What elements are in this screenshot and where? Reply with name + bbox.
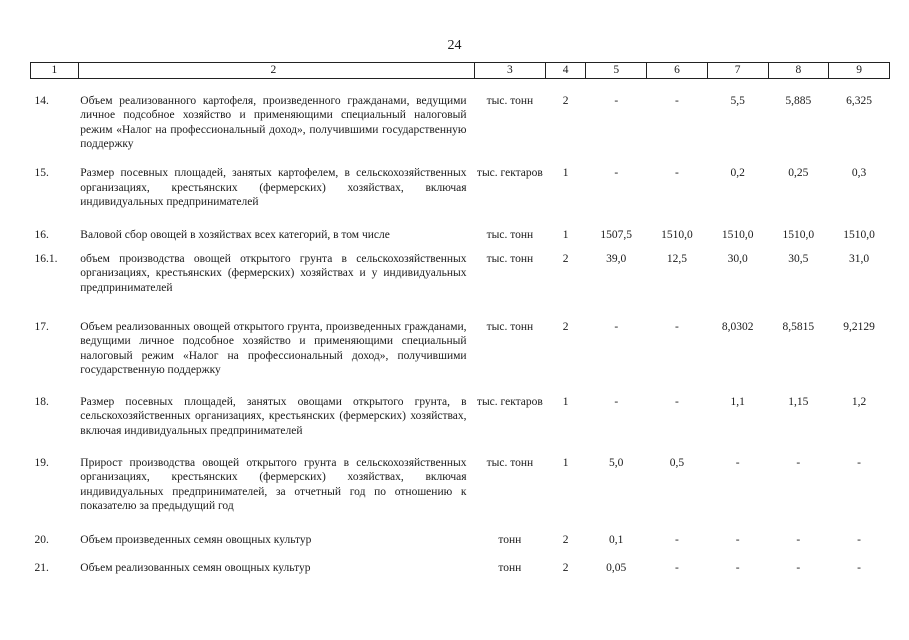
table-header: [31, 63, 890, 79]
row-value-9: 1,2: [851, 395, 867, 408]
row-value-7: 0,2: [730, 167, 745, 179]
row-value-5: 5,0: [609, 456, 624, 469]
row-value-5: -: [614, 395, 619, 408]
table-row: [31, 243, 890, 305]
row-description: Размер посевных площадей, занятых овощами открытого грунта, в сельскохозяйственных организациях, крестьянских (фермерских) хозяйствах, включая индивидуальных предпринимателей: [80, 395, 467, 437]
row-value-8: 0,25: [788, 167, 809, 179]
row-unit: тыс. гектаров: [476, 167, 543, 179]
row-value-7: 1,1: [730, 395, 745, 408]
row-unit: тонн: [498, 533, 522, 546]
row-value-5: -: [614, 320, 619, 333]
row-value-6: -: [675, 562, 679, 574]
row-number: 18.: [34, 395, 49, 408]
header-col-4: 4: [545, 63, 586, 79]
header-col-1: 1: [31, 63, 79, 79]
row-number: 17.: [34, 320, 49, 333]
row-value-6: -: [675, 395, 679, 408]
row-col-4: 2: [562, 252, 569, 265]
row-value-6: 0,5: [669, 456, 685, 469]
row-value-5: 0,1: [609, 533, 624, 546]
row-value-9: 0,3: [851, 167, 867, 179]
table-row: [31, 152, 890, 214]
row-unit: тыс. тонн: [486, 229, 534, 241]
row-value-9: 6,325: [846, 94, 873, 107]
row-number: 14.: [34, 94, 49, 107]
table-row: [31, 305, 890, 379]
row-number: 15.: [34, 167, 49, 179]
table-row: [31, 547, 890, 576]
row-value-8: 1,15: [788, 395, 809, 408]
row-unit: тыс. тонн: [486, 252, 534, 265]
header-col-6: 6: [647, 63, 708, 79]
table-row: [31, 78, 890, 152]
row-value-6: -: [675, 94, 679, 107]
row-value-5: -: [614, 167, 619, 179]
row-value-9: 31,0: [849, 252, 870, 265]
row-description: Размер посевных площадей, занятых картофелем, в сельскохозяйственных организациях, крестьянских (фермерских) хозяйствах, включая индивидуальных предпринимателей: [80, 167, 467, 208]
row-col-4: 1: [562, 456, 569, 469]
row-value-9: -: [857, 533, 862, 546]
row-col-4: 1: [562, 395, 569, 408]
header-col-9: 9: [829, 63, 890, 79]
row-value-9: 1510,0: [843, 229, 875, 241]
row-description: Объем реализованных семян овощных культур: [80, 562, 311, 574]
row-description: объем производства овощей открытого грунта в сельскохозяйственных организациях, крестьянских (фермерских) хозяйствах и у индивидуальных предпринимателей: [80, 252, 467, 294]
row-number: 20.: [34, 533, 49, 546]
table-row: [31, 515, 890, 548]
row-unit: тонн: [498, 562, 522, 574]
row-value-9: -: [857, 456, 862, 469]
row-value-8: -: [796, 562, 801, 574]
table-body: [31, 78, 890, 576]
row-unit: тыс. тонн: [486, 456, 534, 469]
row-description: Объем реализованных овощей открытого грунта, произведенных гражданами, ведущими личное подсобное хозяйство и применяющими специальный налоговый режим «Налог на профессиональный доход», получившими государственную поддержку: [80, 320, 467, 376]
row-number: 16.1.: [34, 252, 58, 265]
table-row: [31, 214, 890, 243]
row-value-6: 1510,0: [661, 229, 693, 241]
row-description: Объем произведенных семян овощных культур: [80, 533, 312, 546]
row-unit: тыс. тонн: [486, 94, 534, 107]
row-value-5: -: [614, 94, 619, 107]
row-description: Прирост производства овощей открытого грунта в сельскохозяйственных организациях, крестьянских (фермерских) хозяйствах, включая индивидуальных предпринимателей, за отчетный год по отношению к показателю за предыдущий год: [80, 456, 467, 512]
row-value-8: -: [796, 533, 801, 546]
row-unit: тыс. гектаров: [476, 395, 543, 408]
row-value-5: 0,05: [606, 562, 627, 574]
row-value-6: -: [675, 320, 679, 333]
row-value-8: 5,885: [785, 94, 812, 107]
header-col-3: 3: [475, 63, 546, 79]
header-col-8: 8: [768, 63, 829, 79]
row-description: Объем реализованного картофеля, произведенного гражданами, ведущими личное подсобное хозяйство и применяющими специальный налоговый режим «Налог на профессиональный доход», получившими государственную поддержку: [80, 94, 467, 150]
header-row: [31, 63, 890, 79]
table-row: [31, 441, 890, 515]
row-value-7: -: [735, 533, 740, 546]
row-value-6: 12,5: [666, 252, 687, 265]
row-value-7: 1510,0: [721, 229, 754, 241]
row-value-5: 1507,5: [600, 229, 633, 241]
header-col-5: 5: [586, 63, 647, 79]
row-value-7: 5,5: [730, 94, 745, 107]
row-col-4: 1: [562, 229, 569, 241]
row-value-9: 9,2129: [843, 320, 875, 333]
row-value-6: -: [675, 533, 679, 546]
row-value-8: -: [796, 456, 801, 469]
table-row: [31, 379, 890, 441]
row-number: 21.: [34, 562, 49, 574]
row-unit: тыс. тонн: [486, 320, 534, 333]
row-value-6: -: [675, 167, 679, 179]
row-col-4: 2: [562, 320, 569, 333]
row-col-4: 1: [562, 167, 569, 179]
row-description: Валовой сбор овощей в хозяйствах всех категорий, в том числе: [80, 229, 390, 241]
row-value-7: 30,0: [727, 252, 748, 265]
row-value-7: -: [735, 562, 740, 574]
row-value-7: -: [735, 456, 740, 469]
row-col-4: 2: [562, 94, 569, 107]
row-col-4: 2: [562, 562, 569, 574]
row-value-8: 8,5815: [782, 320, 815, 333]
header-col-7: 7: [707, 63, 768, 79]
row-value-8: 1510,0: [782, 229, 815, 241]
row-value-5: 39,0: [606, 252, 627, 265]
row-number: 19.: [34, 456, 49, 469]
indicators-table: [30, 62, 890, 576]
row-value-7: 8,0302: [721, 320, 754, 333]
row-value-8: 30,5: [788, 252, 809, 265]
row-col-4: 2: [562, 533, 569, 546]
page-number: 24: [447, 38, 462, 53]
row-number: 16.: [34, 229, 49, 241]
header-col-2: 2: [78, 63, 474, 79]
row-value-9: -: [857, 562, 862, 574]
